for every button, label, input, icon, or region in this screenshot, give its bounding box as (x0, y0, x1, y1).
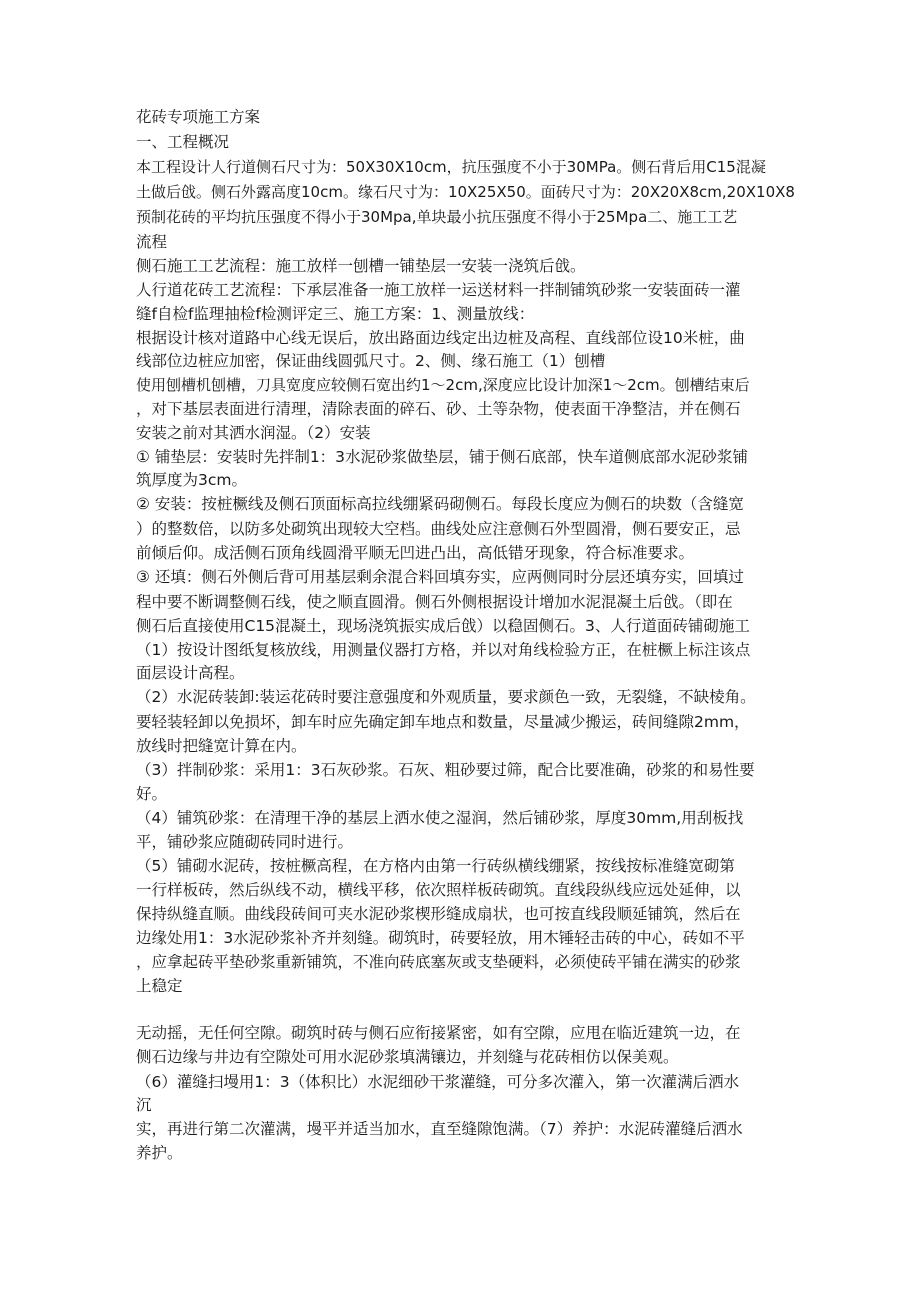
text-line: 好。 (136, 785, 168, 803)
section-heading: 一、工程概况 (136, 133, 230, 151)
text-line: 土做后戗。侧石外露高度10cm。缘石尺寸为：10X25X50。面砖尺寸为：20X20X8cm,20X10X8 (136, 183, 795, 201)
text-line: 侧石边缘与井边有空隙处可用水泥砂浆填满镶边，并刻缝与花砖相仿以保美观。 (136, 1048, 679, 1066)
text-line: 一行样板砖，然后纵线不动，横线平移，依次照样板砖砌筑。直线段纵线应远处延伸，以 (136, 881, 741, 899)
text-line: 养护。 (136, 1144, 183, 1162)
text-line: 使用刨槽机刨槽，刀具宽度应较侧石宽出约1〜2cm,深度应比设计加深1〜2cm。刨槽结束后 (136, 376, 750, 394)
text-line: ② 安装：按桩橛线及侧石顶面标高拉线绷紧码砌侧石。每段长度应为侧石的块数（含缝宽 (136, 495, 744, 513)
text-line: 前倾后仰。成活侧石顶角线圆滑平顺无凹进凸出，高低错牙现象，符合标准要求。 (136, 544, 695, 562)
text-line: 人行道花砖工艺流程：下承层准备一施工放样一运送材料一拌制铺筑砂浆一安装面砖一灌 (136, 281, 741, 299)
text-line: 无动摇，无任何空隙。砌筑时砖与侧石应衔接紧密，如有空隙，应甩在临近建筑一边，在 (136, 1024, 741, 1042)
text-line: （6）灌缝扫墁用1：3（体积比）水泥细砂干浆灌缝，可分多次灌入，第一次灌满后洒水 (136, 1073, 740, 1091)
text-line: ，应拿起砖平垫砂浆重新铺筑，不准向砖底塞灰或支垫硬料，必须使砖平铺在满实的砂浆 (136, 953, 741, 971)
text-line: 放线时把缝宽计算在内。 (136, 737, 307, 755)
text-line: （2）水泥砖装卸:装运花砖时要注意强度和外观质量，要求颜色一致，无裂缝，不缺棱角。 (136, 688, 756, 706)
text-line: ，对下基层表面进行清理，清除表面的碎石、砂、土等杂物，使表面干净整洁，并在侧石 (136, 400, 741, 418)
text-line: 本工程设计人行道侧石尺寸为：50X30X10cm，抗压强度不小于30MPa。侧石背后用C15混凝 (136, 158, 766, 176)
text-line: （3）拌制砂浆：采用1：3石灰砂浆。石灰、粗砂要过筛，配合比要准确，砂浆的和易性要 (136, 761, 755, 779)
text-line: （4）铺筑砂浆：在清理干净的基层上洒水使之湿润，然后铺砂浆，厚度30mm,用刮板找 (136, 809, 744, 827)
text-line: 筑厚度为3cm。 (136, 471, 247, 489)
text-line: 侧石后直接使用C15混凝土，现场浇筑振实成后戗）以稳固侧石。3、人行道面砖铺砌施工 (136, 617, 750, 635)
text-line: 边缘处用1：3水泥砂浆补齐并刻缝。砌筑时，砖要轻放，用木锤轻击砖的中心，砖如不平 (136, 929, 745, 947)
text-line: 根据设计核对道路中心线无误后，放出路面边线定出边桩及高程、直线部位设10米桩，曲 (136, 329, 745, 347)
text-line: 安装之前对其洒水润湿。（2）安装 (136, 424, 371, 442)
text-line: 面层设计高程。 (136, 664, 245, 682)
text-line: 平，铺砂浆应随砌砖同时进行。 (136, 833, 354, 851)
document-title: 花砖专项施工方案 (136, 108, 261, 126)
text-line: 线部位边桩应加密，保证曲线圆弧尺寸。2、侧、缘石施工（1）刨槽 (136, 352, 606, 370)
text-line: 侧石施工工艺流程：施工放样一刨槽一铺垫层一安装一浇筑后戗。 (136, 257, 586, 275)
text-line: 要轻装轻卸以免损坏，卸车时应先确定卸车地点和数量，尽量减少搬运，砖间缝隙2mm， (136, 713, 750, 731)
text-line: 沉 (136, 1096, 152, 1114)
text-line: （5）铺砌水泥砖，按桩橛高程，在方格内由第一行砖纵横线绷紧，按线按标准缝宽砌第 (136, 857, 735, 875)
text-line: （1）按设计图纸复核放线，用测量仪器打方格，并以对角线检验方正，在桩橛上标注该点 (136, 641, 751, 659)
text-line: ① 铺垫层：安装时先拌制1：3水泥砂浆做垫层，铺于侧石底部，快车道侧底部水泥砂浆铺 (136, 448, 749, 466)
text-line: 实，再进行第二次灌满，墁平并适当加水，直至缝隙饱满。（7）养护：水泥砖灌缝后洒水 (136, 1120, 743, 1138)
text-line: 保持纵缝直顺。曲线段砖间可夹水泥砂浆楔形缝成扇状，也可按直线段顺延铺筑，然后在 (136, 905, 741, 923)
text-line: 缝f自检f监理抽检f检测评定三、施工方案：1、测量放线： (136, 305, 535, 323)
text-line: 预制花砖的平均抗压强度不得小于30Mpa,单块最小抗压强度不得小于25Mpa二、施工工艺 (136, 208, 738, 226)
text-line: 程中要不断调整侧石线，使之顺直圆滑。侧石外侧根据设计增加水泥混凝土后戗。（即在 (136, 593, 733, 611)
text-line: ③ 还填：侧石外侧后背可用基层剩余混合料回填夯实，应两侧同时分层还填夯实，回填过 (136, 568, 744, 586)
text-line: 流程 (136, 233, 168, 251)
text-line: ）的整数倍，以防多处砌筑出现较大空档。曲线处应注意侧石外型圆滑，侧石要安正，忌 (136, 520, 741, 538)
text-line: 上稳定 (136, 977, 183, 995)
